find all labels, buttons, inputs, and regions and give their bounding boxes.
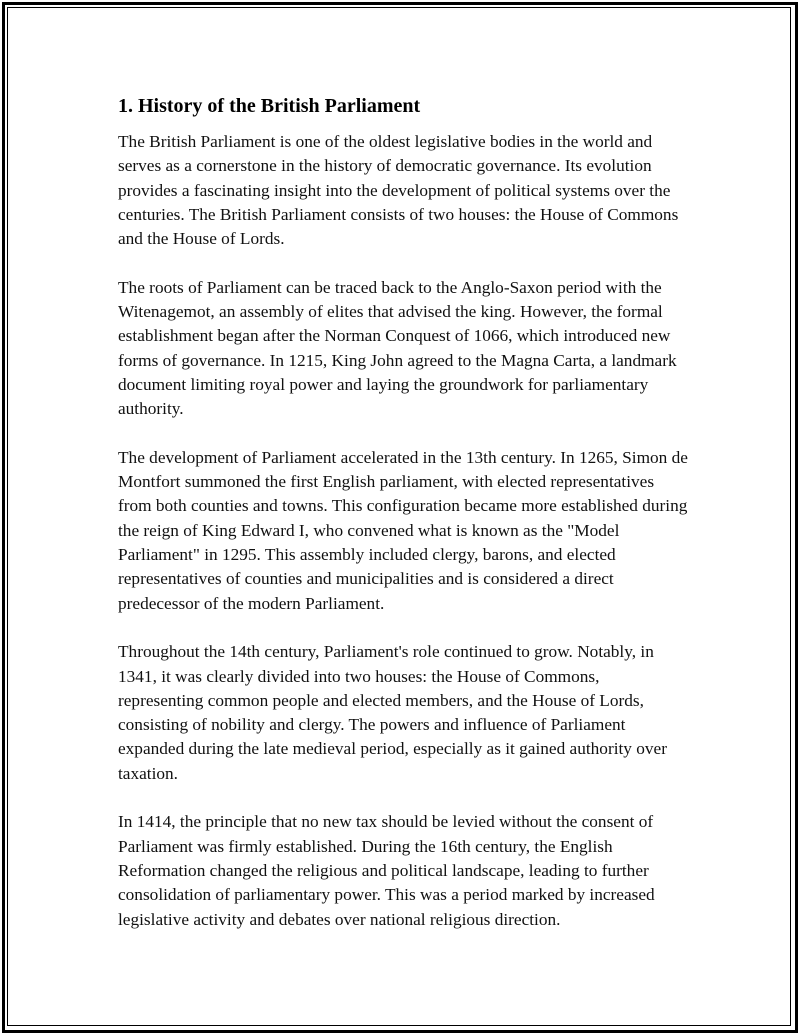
- paragraph-14th-century: Throughout the 14th century, Parliament's role continued to grow. Notably, in 1341, it was clearly divided into two houses: the House of Commons, representing common people and elected members, and the House of Lords, consisting of nobility and clergy. The powers and influence of Parliament expanded during the late medieval period, especially as it gained authority over taxation.: [118, 642, 667, 783]
- paragraph-origins: The roots of Parliament can be traced back to the Anglo-Saxon period with the Witenagemot, an assembly of elites that advised the king. However, the formal establishment began after the Norman Conquest of 1066, which introduced new forms of governance. In 1215, King John agreed to the Magna Carta, a landmark document limiting royal power and laying the groundwork for parliamentary authority.: [118, 277, 677, 419]
- paragraph-13th-century: The development of Parliament accelerated in the 13th century. In 1265, Simon de Montfort summoned the first English parliament, with elected representatives from both counties and towns. This configuration became more established during the reign of King Edward I, who convened what is known as the "Model Parliament" in 1295. This assembly included clergy, barons, and elected representatives of counties and municipalities and is considered a direct predecessor of the modern Parliament.: [118, 447, 688, 613]
- section-heading: 1. History of the British Parliament: [118, 95, 421, 117]
- paragraph-taxation-reformation: In 1414, the principle that no new tax should be levied without the consent of Parliament was firmly established. During the 16th century, the English Reformation changed the religious and political landscape, leading to further consolidation of parliamentary power. This was a period marked by increased legislative activity and debates over national religious direction.: [118, 812, 655, 929]
- paragraph-intro: The British Parliament is one of the oldest legislative bodies in the world and serves as a cornerstone in the history of democratic governance. Its evolution provides a fascinating insight into the development of political systems over the centuries. The British Parliament consists of two houses: the House of Commons and the House of Lords.: [118, 132, 679, 249]
- document-body: [118, 92, 688, 956]
